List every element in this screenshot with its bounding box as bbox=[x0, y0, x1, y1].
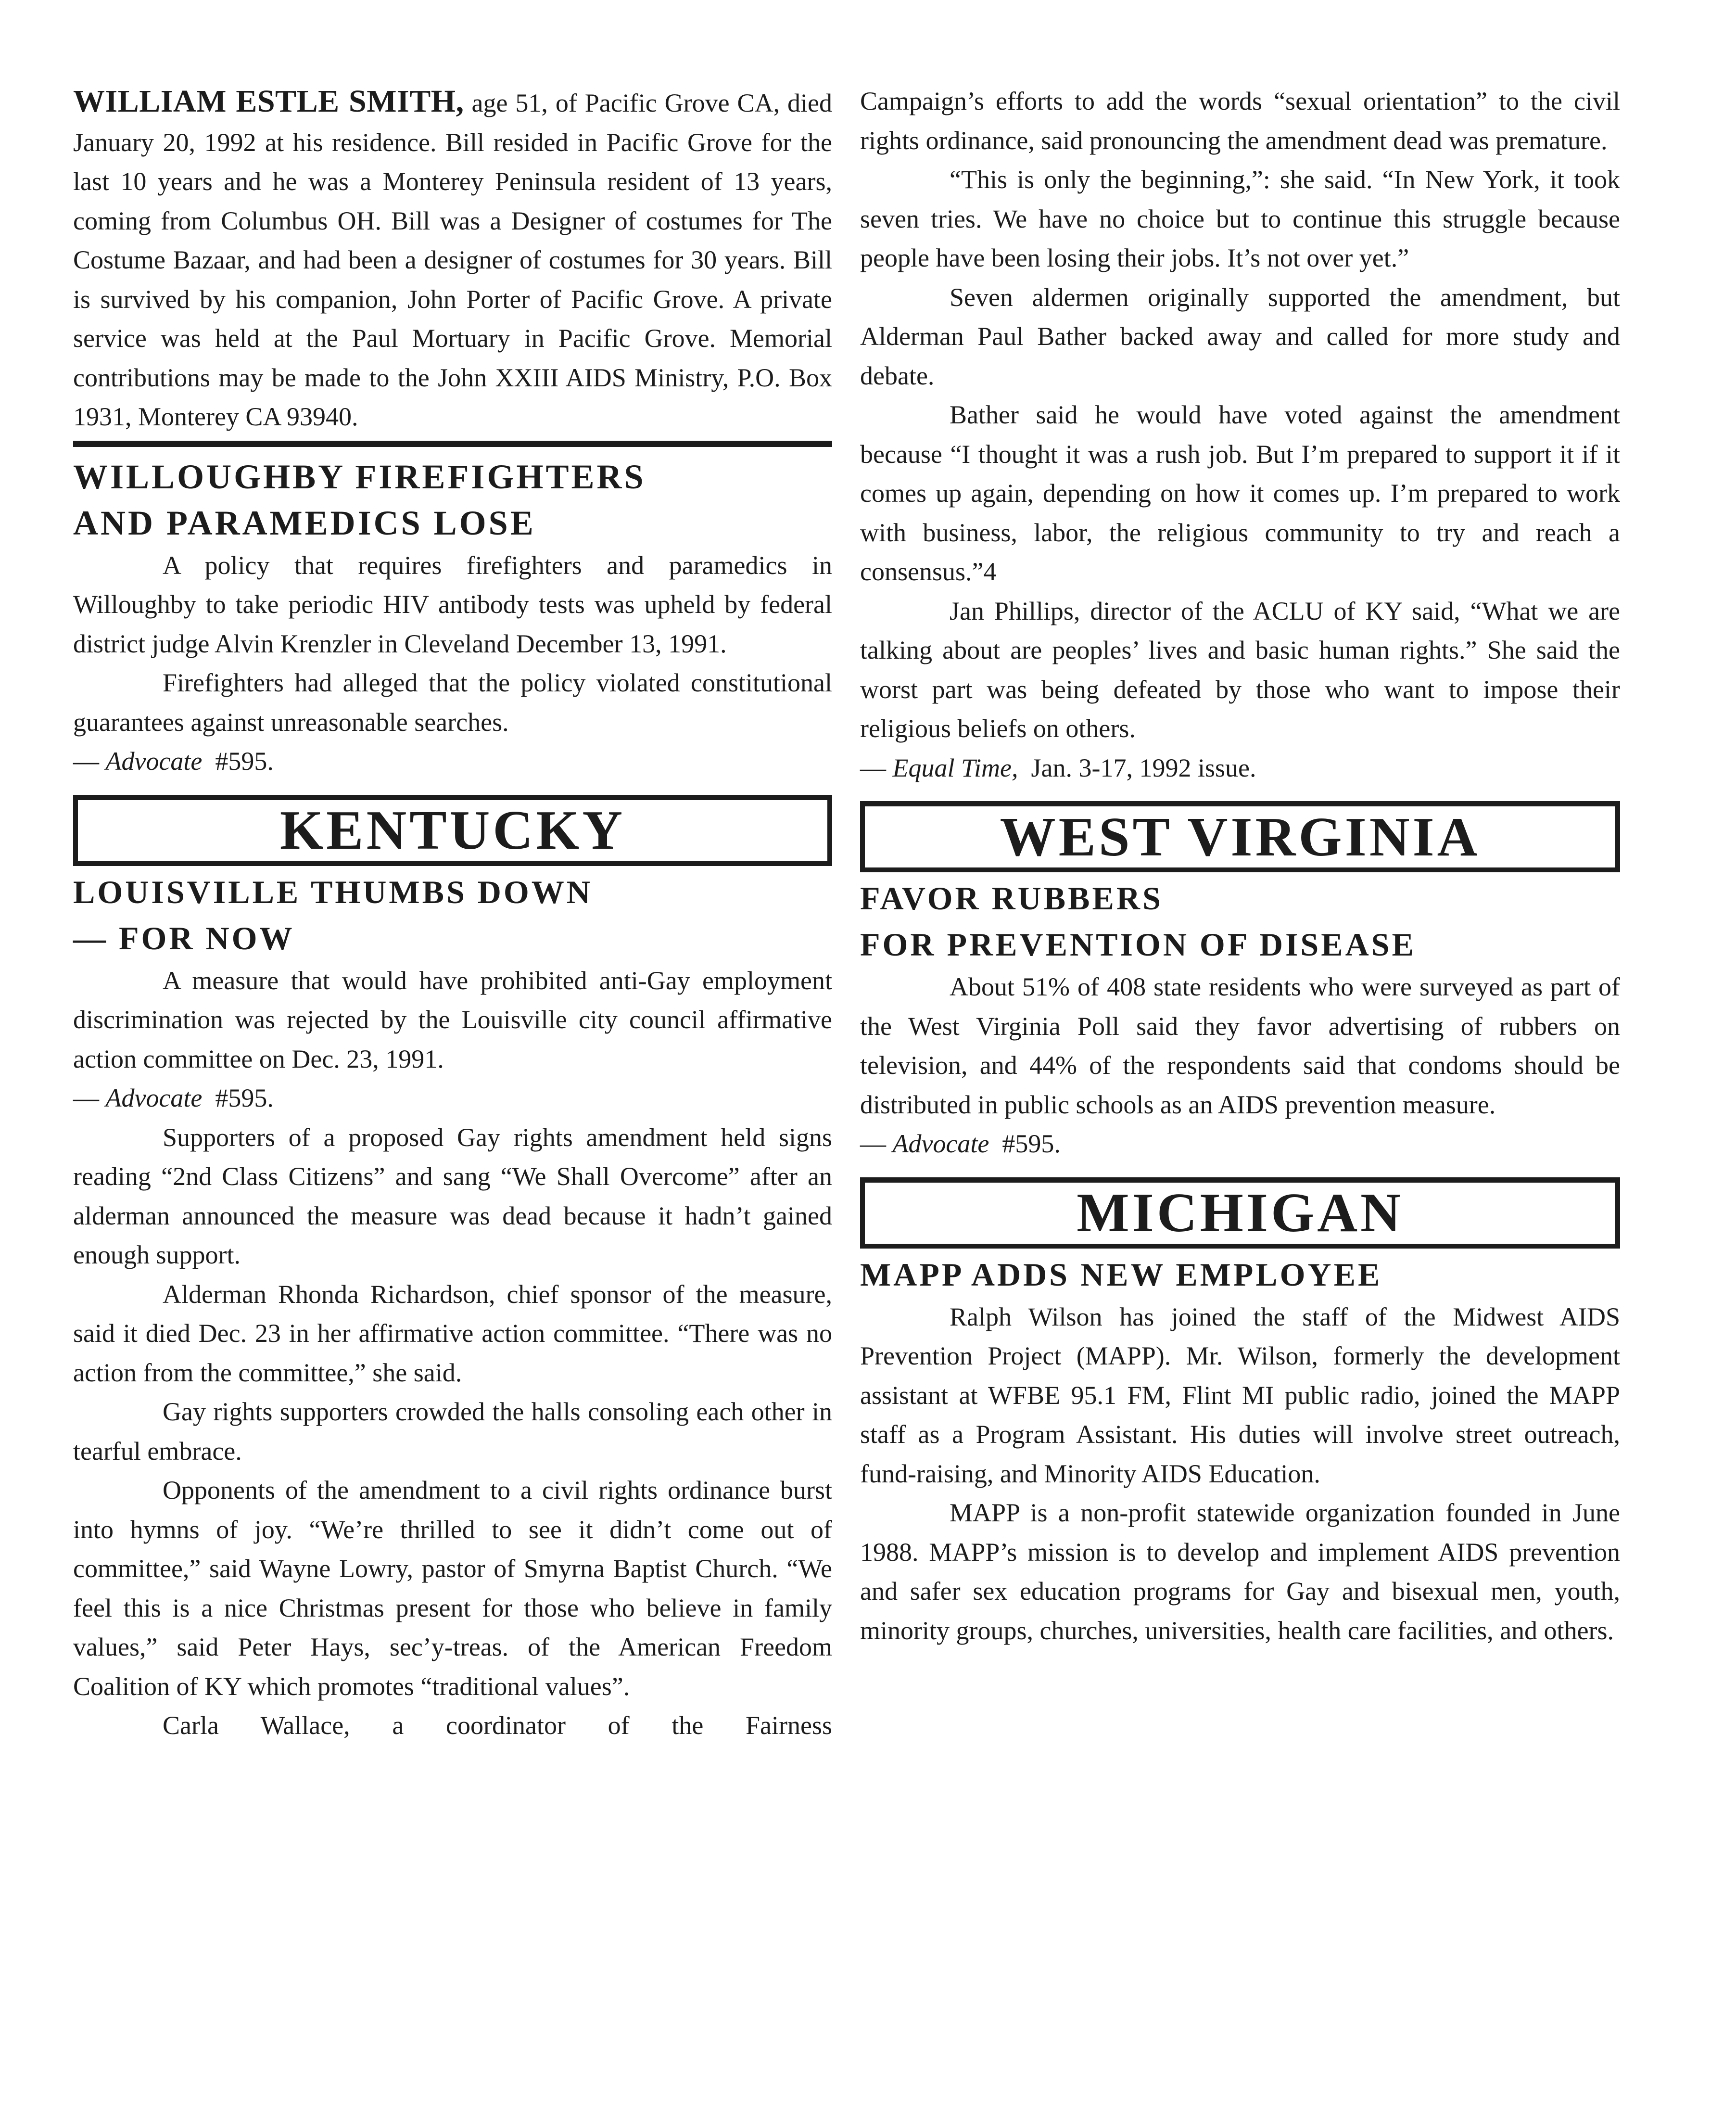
source-dash: — bbox=[860, 753, 886, 782]
kentucky-continued-paragraph: “This is only the beginning,”: she said. “In New York, it took seven tries. We have no choice but to continue this struggle because people have been losing their jobs. It’s not over yet.” bbox=[860, 165, 1620, 272]
west-virginia-source bbox=[860, 1124, 1620, 1164]
state-name: WEST VIRGINIA bbox=[1000, 806, 1481, 868]
willoughby-headline bbox=[73, 454, 832, 546]
source-issue: #595. bbox=[1002, 1129, 1061, 1158]
kentucky-continued-source bbox=[860, 749, 1620, 788]
west-virginia-paragraph: About 51% of 408 state residents who were surveyed as part of the West Virginia Poll said they favor advertising of rubbers on television, and 44% of the respondents said that condoms should be distributed in public schools as an AIDS prevention measure. bbox=[860, 972, 1620, 1119]
left-column bbox=[73, 82, 832, 1746]
obituary-text: age 51, of Pacific Grove CA, died January 20, 1992 at his residence. Bill resided in Pacific Grove for the last 10 years and he was a Monterey Peninsula resident of 13 years, coming from Columbus OH. Bill was a Designer of costumes for The Costume Bazaar, and had been a designer of costumes for 30 years. Bill is survived by his companion, John Porter of Pacific Grove. A private service was held at the Paul Mortuary in Pacific Grove. Memorial contributions may be made to the John XXIII AIDS Ministry, P.O. Box 1931, Monterey CA 93940. bbox=[73, 89, 832, 431]
source-issue: #595. bbox=[215, 1084, 274, 1112]
willoughby-paragraph: Firefighters had alleged that the policy violated constitutional guarantees against unreasonable searches. bbox=[73, 668, 832, 737]
source-issue: Jan. 3-17, 1992 issue. bbox=[1031, 753, 1256, 782]
source-dash: — bbox=[73, 1084, 99, 1112]
state-name: KENTUCKY bbox=[279, 800, 626, 861]
kentucky-source bbox=[73, 1079, 832, 1118]
state-banner-west-virginia bbox=[860, 801, 1620, 872]
kentucky-continued-paragraph: Bather said he would have voted against the amendment because “I thought it was a rush job. But I’m prepared to support it if it comes up again, depending on how it comes up. I’m prepared to work with business, labor, the religious community to try and reach a consensus.”4 bbox=[860, 400, 1620, 586]
kentucky-paragraph: Alderman Rhonda Richardson, chief sponsor of the measure, said it died Dec. 23 in her affirmative action committee. “There was no action from the committee,” she said. bbox=[73, 1279, 832, 1387]
michigan-paragraph: Ralph Wilson has joined the staff of the Midwest AIDS Prevention Project (MAPP). Mr. Wilson, formerly the development assistant at WFBE 95.1 FM, Flint MI public radio, joined the MAPP staff as a Program Assistant. His duties will involve street outreach, fund-raising, and Minority AIDS Education. bbox=[860, 1302, 1620, 1488]
kentucky-paragraph: Gay rights supporters crowded the halls consoling each other in tearful embrace. bbox=[73, 1397, 832, 1466]
willoughby-source bbox=[73, 742, 832, 781]
source-dash: — bbox=[860, 1129, 886, 1158]
section-divider bbox=[73, 441, 832, 447]
state-banner-kentucky bbox=[73, 795, 832, 866]
west-virginia-headline-line2: FOR PREVENTION OF DISEASE bbox=[860, 926, 1416, 963]
kentucky-continued-paragraph: Seven aldermen originally supported the amendment, but Alderman Paul Bather backed away and called for more study and debate. bbox=[860, 282, 1620, 390]
state-banner-michigan bbox=[860, 1177, 1620, 1249]
kentucky-continued-paragraph: Campaign’s efforts to add the words “sexual orientation” to the civil rights ordinance, said pronouncing the amendment dead was premature. bbox=[860, 87, 1620, 155]
kentucky-paragraph: Carla Wallace, a coordinator of the Fairness bbox=[163, 1711, 832, 1740]
west-virginia-headline bbox=[860, 875, 1620, 968]
kentucky-paragraph: Opponents of the amendment to a civil rights ordinance burst into hymns of joy. “We’re thrilled to see it didn’t come out of committee,” said Wayne Lowry, pastor of Smyrna Baptist Church. “We feel this is a nice Christmas present for those who believe in family values,” said Peter Hays, sec’y-treas. of the American Freedom Coalition of KY which promotes “traditional values”. bbox=[73, 1476, 832, 1701]
kentucky-headline bbox=[73, 869, 832, 961]
source-publication: Advocate bbox=[105, 747, 203, 776]
willoughby-headline-line1: WILLOUGHBY FIREFIGHTERS bbox=[73, 457, 646, 496]
kentucky-lead-paragraph: A measure that would have prohibited anti-Gay employment discrimination was rejected by the Louisville city council affirmative action committee on Dec. 23, 1991. bbox=[73, 966, 832, 1073]
source-publication: Advocate bbox=[892, 1129, 989, 1158]
kentucky-headline-line2: — FOR NOW bbox=[73, 919, 295, 956]
kentucky-paragraph: Supporters of a proposed Gay rights amendment held signs reading “2nd Class Citizens” and sang “We Shall Overcome” after an alderman announced the measure was dead because it hadn’t gained enough support. bbox=[73, 1122, 832, 1269]
kentucky-headline-line1: LOUISVILLE THUMBS DOWN bbox=[73, 873, 593, 910]
source-dash: — bbox=[73, 747, 99, 776]
right-column bbox=[860, 82, 1620, 1650]
state-name: MICHIGAN bbox=[1077, 1182, 1404, 1244]
west-virginia-headline-line1: FAVOR RUBBERS bbox=[860, 880, 1163, 917]
willoughby-headline-line2: AND PARAMEDICS LOSE bbox=[73, 503, 536, 542]
obituary-name: WILLIAM ESTLE SMITH, bbox=[73, 84, 464, 119]
michigan-paragraph: MAPP is a non-profit statewide organization founded in June 1988. MAPP’s mission is to develop and implement AIDS prevention and safer sex education programs for Gay and bisexual men, youth, minority groups, churches, universities, health care facilities, and others. bbox=[860, 1498, 1620, 1645]
source-issue: #595. bbox=[215, 747, 274, 776]
kentucky-continued-paragraph: Jan Phillips, director of the ACLU of KY said, “What we are talking about are peoples’ lives and basic human rights.” She said the worst part was being defeated by those who want to impose their religious beliefs on others. bbox=[860, 596, 1620, 743]
willoughby-paragraph: A policy that requires firefighters and paramedics in Willoughby to take periodic HIV antibody tests was upheld by federal district judge Alvin Krenzler in Cleveland December 13, 1991. bbox=[73, 550, 832, 658]
source-publication: Advocate bbox=[105, 1084, 203, 1112]
michigan-headline: MAPP ADDS NEW EMPLOYEE bbox=[860, 1256, 1382, 1293]
obituary-paragraph bbox=[73, 82, 832, 437]
source-publication: Equal Time, bbox=[892, 753, 1018, 782]
